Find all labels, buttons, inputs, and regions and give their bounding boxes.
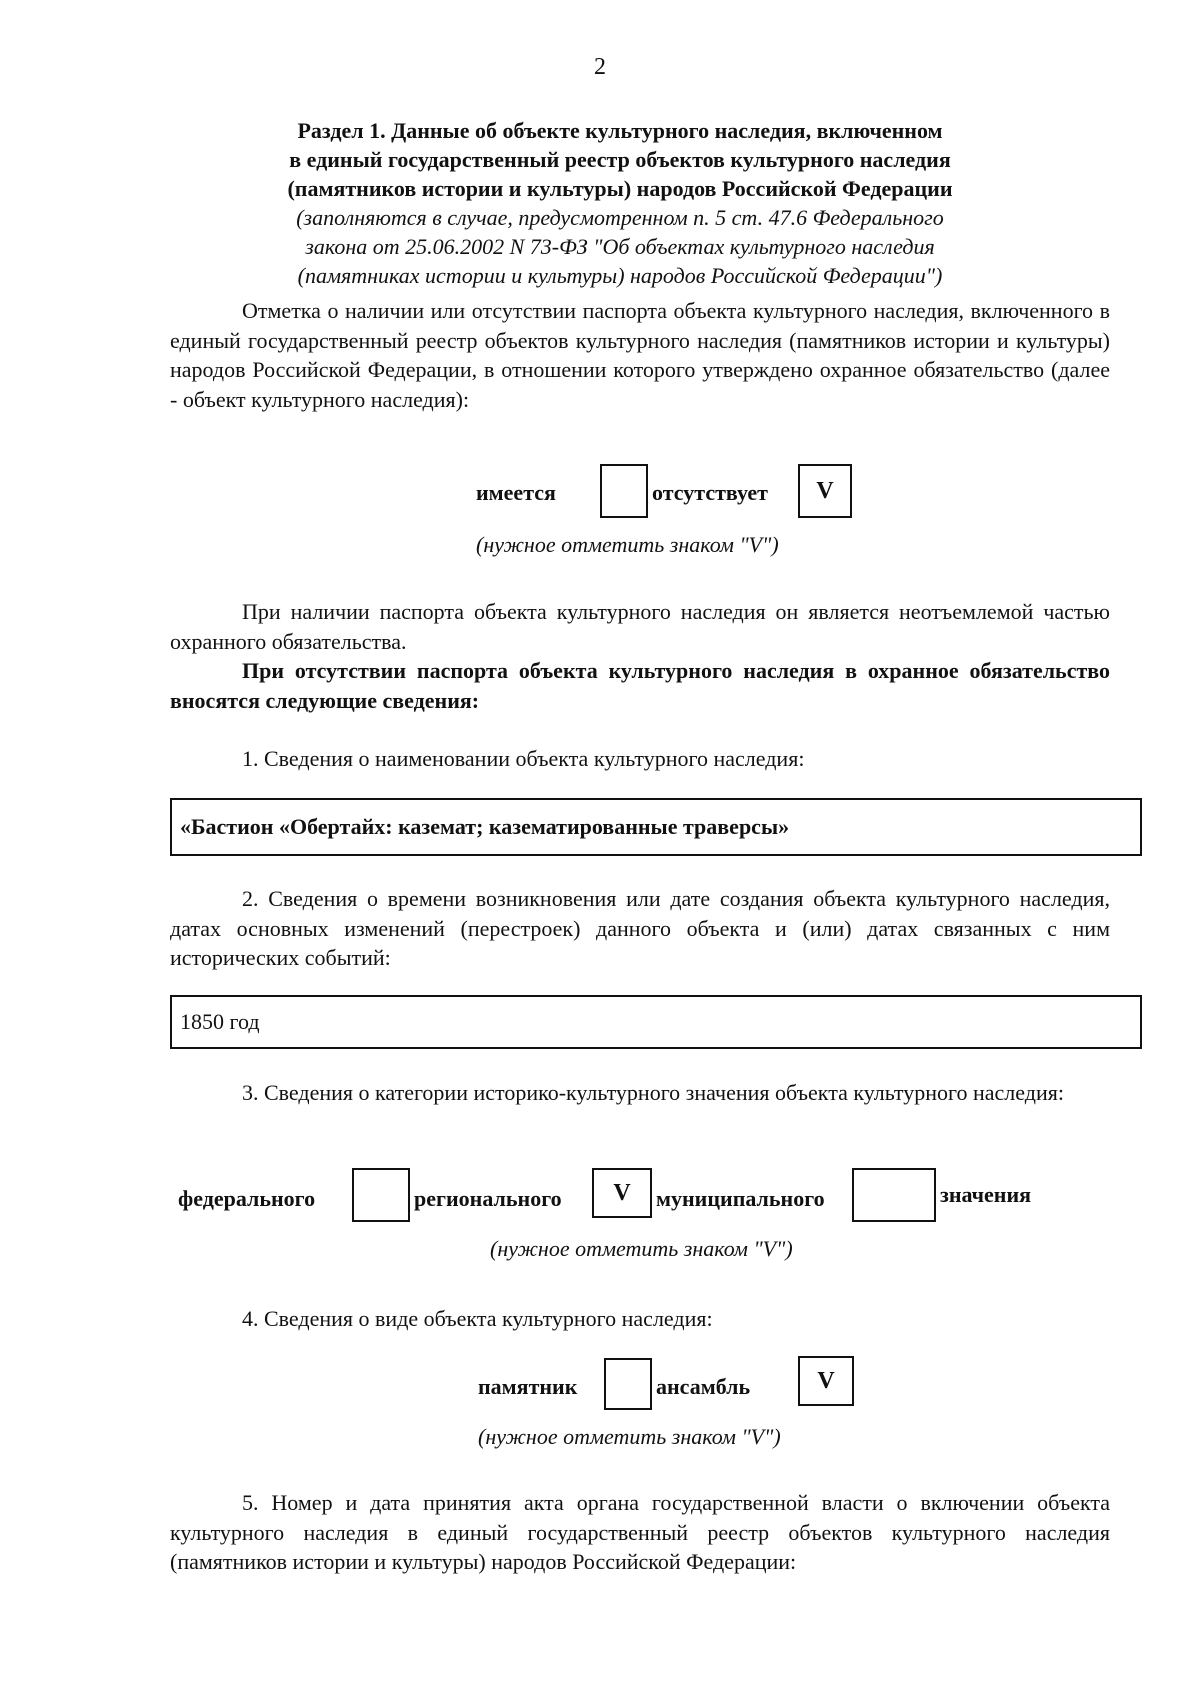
option-present-checkbox[interactable]: [600, 464, 648, 518]
heading-note-2: закона от 25.06.2002 N 73-ФЗ "Об объектах культурного наследия: [305, 234, 935, 259]
category-hint: (нужное отметить знаком "V"): [490, 1236, 793, 1261]
section-5-title: 5. Номер и дата принятия акта органа государственной власти о включении объекта культурного наследия в единый государственный реестр объектов культурного наследия (памятников истории и культуры) народов Российской Федерации:: [170, 1490, 1110, 1574]
passport-hint: (нужное отметить знаком "V"): [476, 532, 779, 557]
type-hint: (нужное отметить знаком "V"): [478, 1424, 781, 1449]
municipal-checkbox[interactable]: [852, 1168, 936, 1222]
heading-line-3: (памятников истории и культуры) народов Российской Федерации: [287, 176, 953, 201]
object-name-field: «Бастион «Обертайх: каземат; казематированные траверсы»: [170, 798, 1142, 856]
passport-mark-text: Отметка о наличии или отсутствии паспорта объекта культурного наследия, включенного в единый государственный реестр объектов культурного наследия (памятников истории и культуры) народов Российской Федерации, в отношении которого утверждено охранное обязательство (далее - объект культурного наследия):: [170, 298, 1110, 412]
section-3-title: 3. Сведения о категории историко-культурного значения объекта культурного наследия:: [242, 1080, 1064, 1105]
heading-line-1: Раздел 1. Данные об объекте культурного наследия, включенном: [297, 118, 943, 143]
section-heading: [150, 116, 1090, 290]
passport-note-bold: При отсутствии паспорта объекта культурного наследия в охранное обязательство вносятся следующие сведения:: [170, 658, 1110, 713]
monument-label: памятник: [478, 1374, 578, 1399]
municipal-label: муниципального: [656, 1186, 825, 1211]
federal-checkbox[interactable]: [352, 1168, 410, 1222]
section-1-title: 1. Сведения о наименовании объекта культурного наследия:: [242, 746, 805, 771]
section-4-title: 4. Сведения о виде объекта культурного наследия:: [242, 1306, 713, 1331]
page-number: 2: [594, 54, 606, 80]
federal-label: федерального: [178, 1186, 316, 1211]
monument-checkbox[interactable]: [604, 1358, 652, 1410]
ensemble-checkbox[interactable]: V: [798, 1356, 854, 1406]
passport-note-text: При наличии паспорта объекта культурного наследия он является неотъемлемой частью охранного обязательства.: [170, 599, 1110, 654]
creation-date-field: 1850 год: [170, 995, 1142, 1049]
significance-suffix: значения: [940, 1182, 1032, 1207]
ensemble-label: ансамбль: [656, 1374, 751, 1399]
heading-line-2: в единый государственный реестр объектов культурного наследия: [289, 147, 951, 172]
option-present-label: имеется: [476, 480, 556, 505]
option-absent-label: отсутствует: [652, 480, 768, 505]
section-2-title: 2. Сведения о времени возникновения или дате создания объекта культурного наследия, датах основных изменений (перестроек) данного объекта и (или) датах связанных с ним исторических событий:: [170, 886, 1110, 970]
option-absent-checkbox[interactable]: V: [798, 464, 852, 518]
heading-note-1: (заполняются в случае, предусмотренном п. 5 ст. 47.6 Федерального: [296, 205, 944, 230]
regional-label: регионального: [414, 1186, 562, 1211]
regional-checkbox[interactable]: V: [592, 1168, 652, 1218]
heading-note-3: (памятниках истории и культуры) народов Российской Федерации"): [297, 263, 943, 288]
